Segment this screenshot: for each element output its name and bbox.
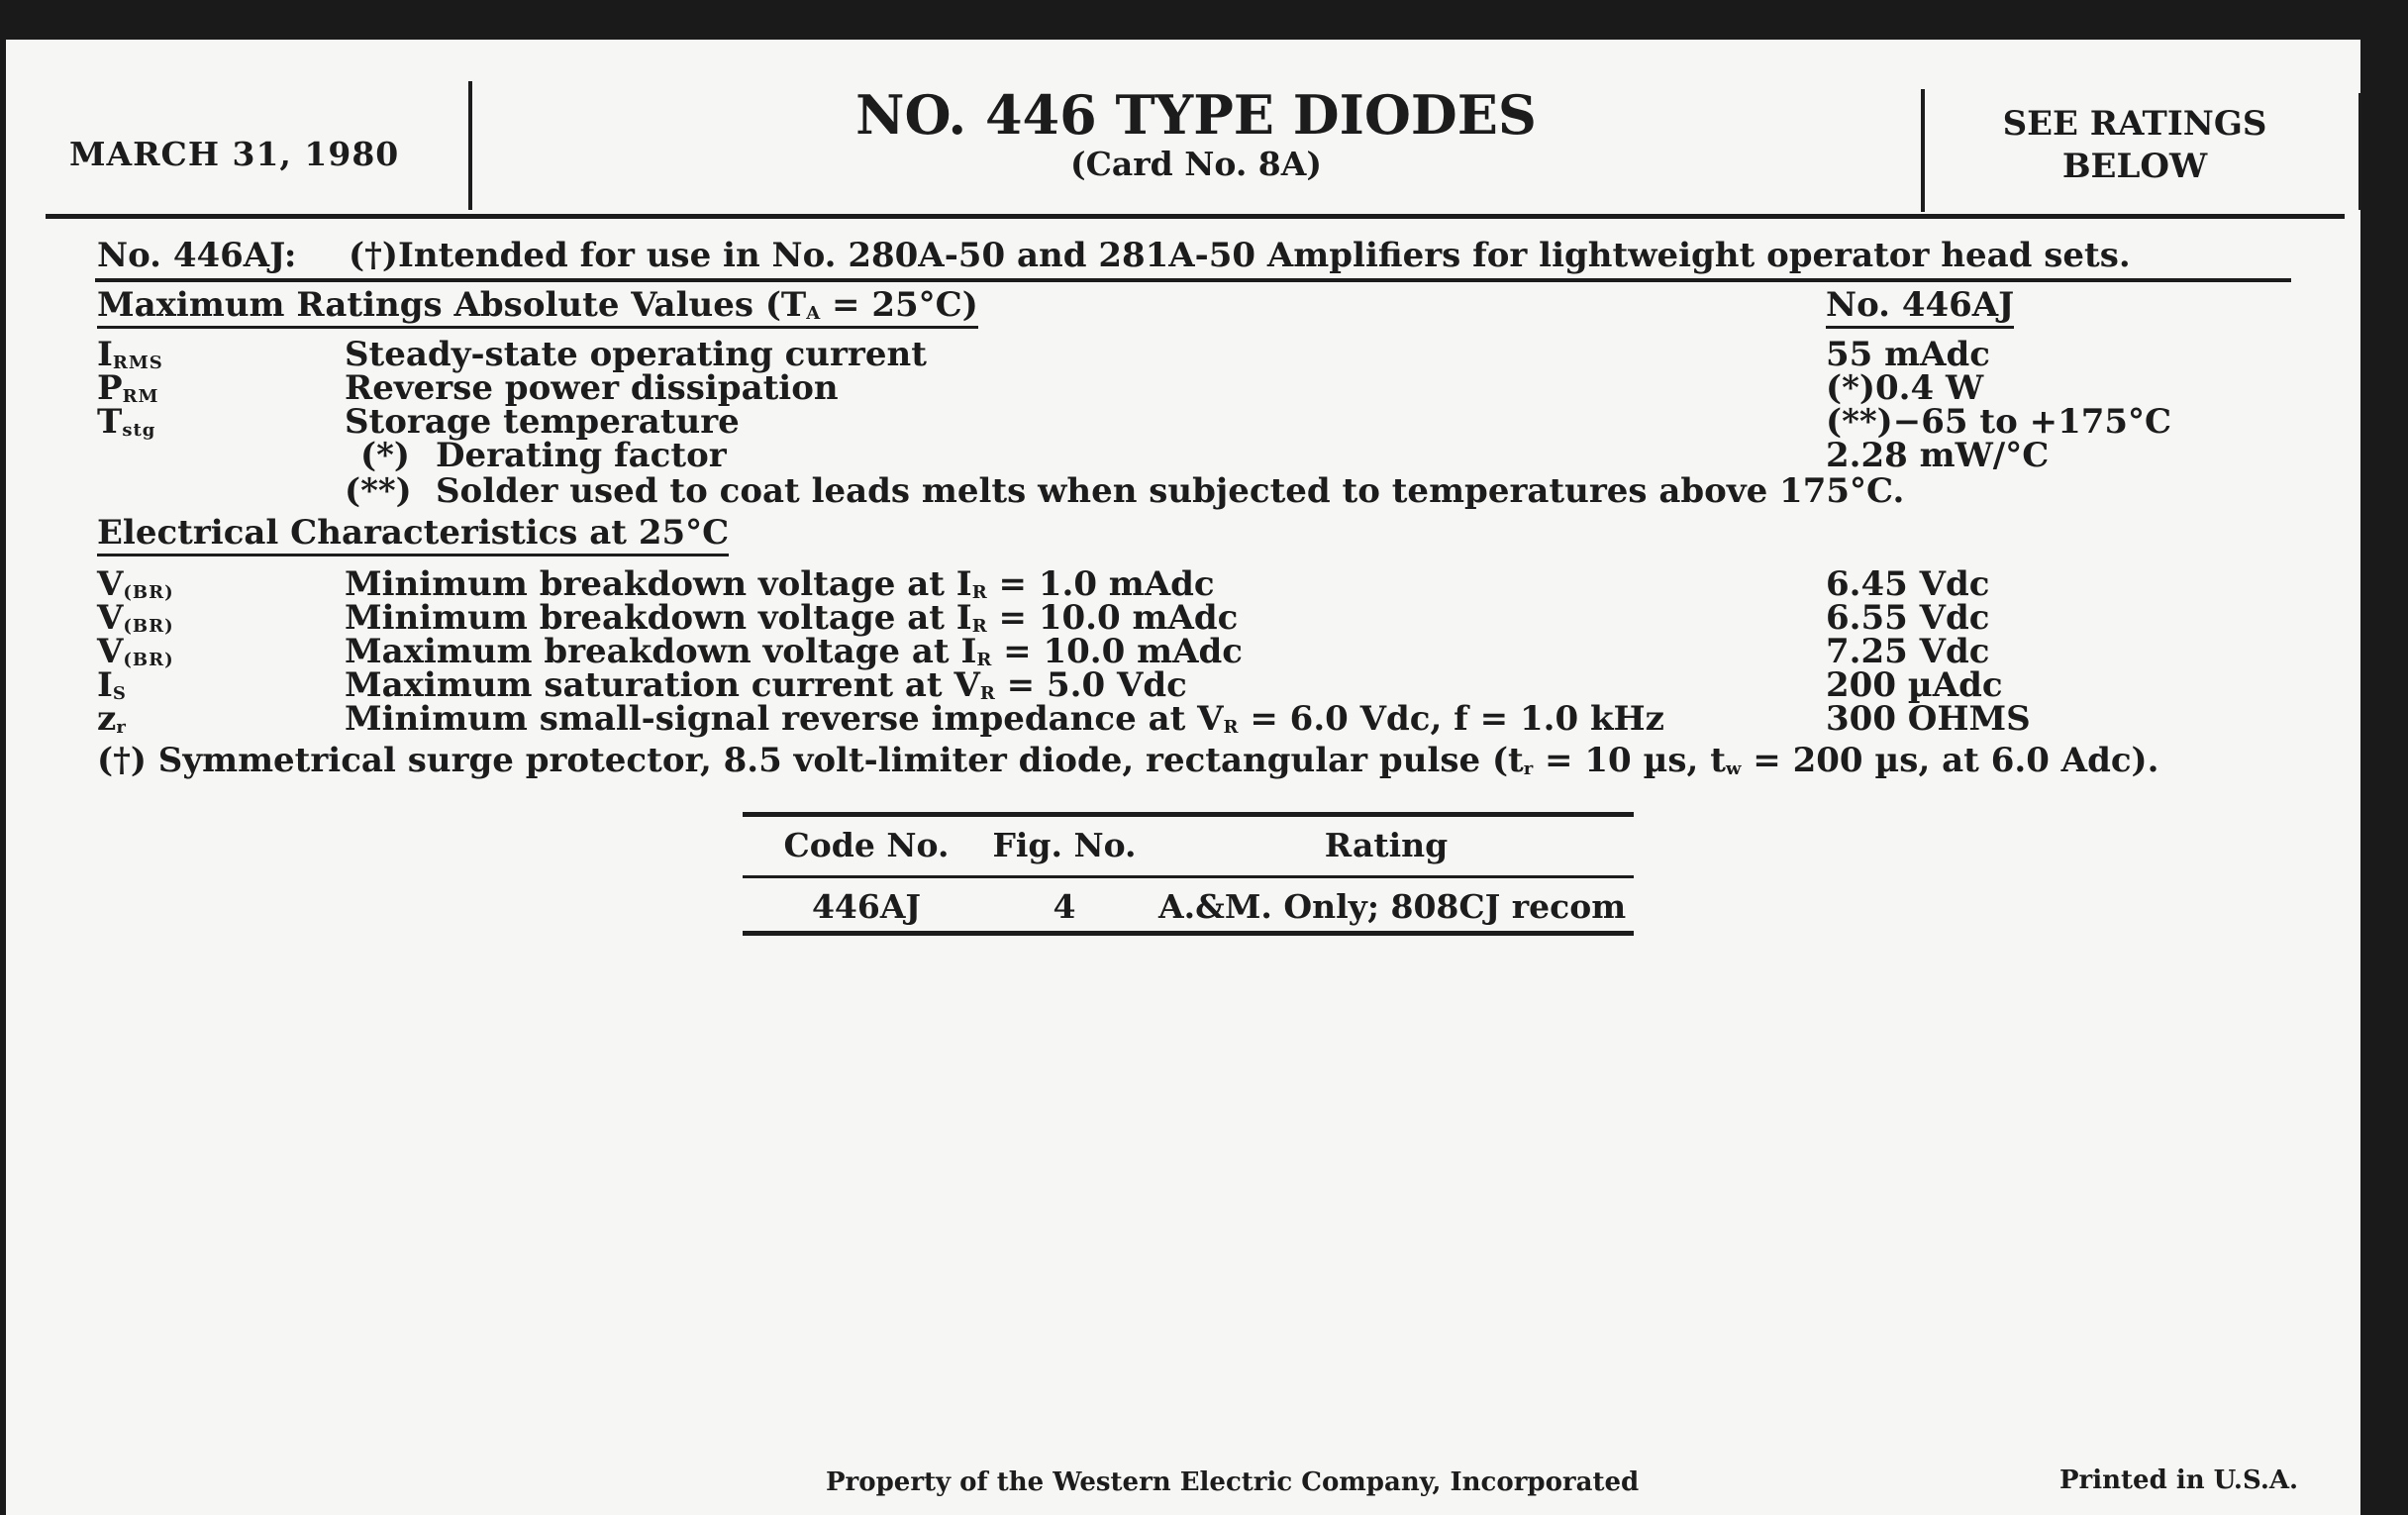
symbol-vbr: $V_{(BR)}$: [97, 632, 174, 671]
rating-value: 55 mAdc: [1826, 335, 1990, 374]
property-notice: Property of the Western Electric Company, Incorporated: [826, 1467, 1640, 1497]
max-ratings-heading-text: Maximum Ratings Absolute Values (T: [97, 285, 807, 325]
column-heading-text: No. 446AJ: [1826, 285, 2014, 329]
table-header: Fig. No.: [992, 826, 1137, 864]
printed-in: Printed in U.S.A.: [2059, 1465, 2299, 1495]
rating-desc: Steady-state operating current: [345, 335, 927, 374]
table-header: Rating: [1324, 826, 1449, 864]
see-ratings-note: [1927, 103, 2343, 188]
table-header-rule: [743, 875, 1634, 878]
rating-value: (**)−65 to +175°C: [1826, 402, 2172, 442]
header-rule: [46, 214, 2345, 219]
char-desc: Minimum breakdown voltage at $I_R = 10.0$ mAdc: [345, 598, 1239, 638]
note-mark: (**): [345, 471, 412, 511]
dagger-footnote: (†) Symmetrical surge protector, 8.5 volt-limiter diode, rectangular pulse ($t_r = 10$ µs, $t_w = 200$ µs, at 6.0 Adc).: [97, 741, 2159, 780]
column-heading: [1826, 285, 2014, 325]
electrical-heading-text: Electrical Characteristics at 25°C: [97, 513, 729, 556]
rating-desc: Storage temperature: [345, 402, 740, 442]
char-value: 6.55 Vdc: [1826, 598, 1990, 638]
card-number: (Card No. 8A): [1070, 145, 1322, 183]
symbol-tstg: $T_{stg}$: [97, 402, 156, 442]
table-header: Code No.: [783, 826, 950, 864]
symbol-irms: $I_{RMS}$: [97, 335, 163, 374]
char-value: 7.25 Vdc: [1826, 632, 1990, 671]
intro-code: No. 446AJ:: [97, 236, 297, 275]
symbol-zr: $z_r$: [97, 699, 127, 739]
table-cell-fig: 4: [1053, 887, 1076, 926]
max-ratings-heading: [97, 285, 978, 325]
see-ratings-line2: BELOW: [2061, 147, 2208, 186]
table-top-rule: [743, 812, 1634, 817]
char-desc: Minimum small-signal reverse impedance at $V_R = 6.0$ Vdc, f = 1.0 kHz: [345, 699, 1664, 739]
max-ratings-heading-suffix: = 25°C): [820, 285, 978, 325]
rating-desc: Reverse power dissipation: [345, 368, 839, 408]
electrical-heading: [97, 513, 729, 553]
intro-text: (†)Intended for use in No. 280A-50 and 281A-50 Amplifiers for lightweight operator head sets.: [349, 236, 2131, 275]
intro-rule: [95, 278, 2291, 282]
table-cell-rating: A.&M. Only; 808CJ recom: [1158, 887, 1627, 926]
char-desc: Minimum breakdown voltage at $I_R = 1.0$ mAdc: [345, 564, 1215, 604]
rating-value: (*)0.4 W: [1826, 368, 1984, 408]
note-mark: (*): [360, 436, 410, 475]
table-cell-code: 446AJ: [811, 887, 922, 926]
symbol-vbr: $V_{(BR)}$: [97, 598, 174, 638]
note-text: Derating factor: [436, 436, 727, 475]
card-date: MARCH 31, 1980: [69, 135, 400, 173]
symbol-prm: $P_{RM}$: [97, 368, 159, 408]
note-value: 2.28 mW/°C: [1826, 436, 2050, 475]
symbol-vbr: $V_{(BR)}$: [97, 564, 174, 604]
symbol-is: $I_S$: [97, 665, 127, 705]
see-ratings-line1: SEE RATINGS: [2002, 104, 2267, 144]
header-divider-right: [1921, 89, 1925, 212]
page-title: NO. 446 TYPE DIODES: [855, 83, 1537, 147]
max-ratings-heading-sub: A: [806, 303, 821, 324]
char-value: 6.45 Vdc: [1826, 564, 1990, 604]
card-edge-line: [2358, 93, 2361, 210]
char-value: 300 OHMS: [1826, 699, 2031, 739]
table-bottom-rule: [743, 931, 1634, 936]
char-value: 200 µAdc: [1826, 665, 2003, 705]
char-desc: Maximum saturation current at $V_R = 5.0$ Vdc: [345, 665, 1187, 705]
char-desc: Maximum breakdown voltage at $I_R = 10.0$ mAdc: [345, 632, 1243, 671]
note-text: Solder used to coat leads melts when subjected to temperatures above 175°C.: [436, 471, 1905, 511]
